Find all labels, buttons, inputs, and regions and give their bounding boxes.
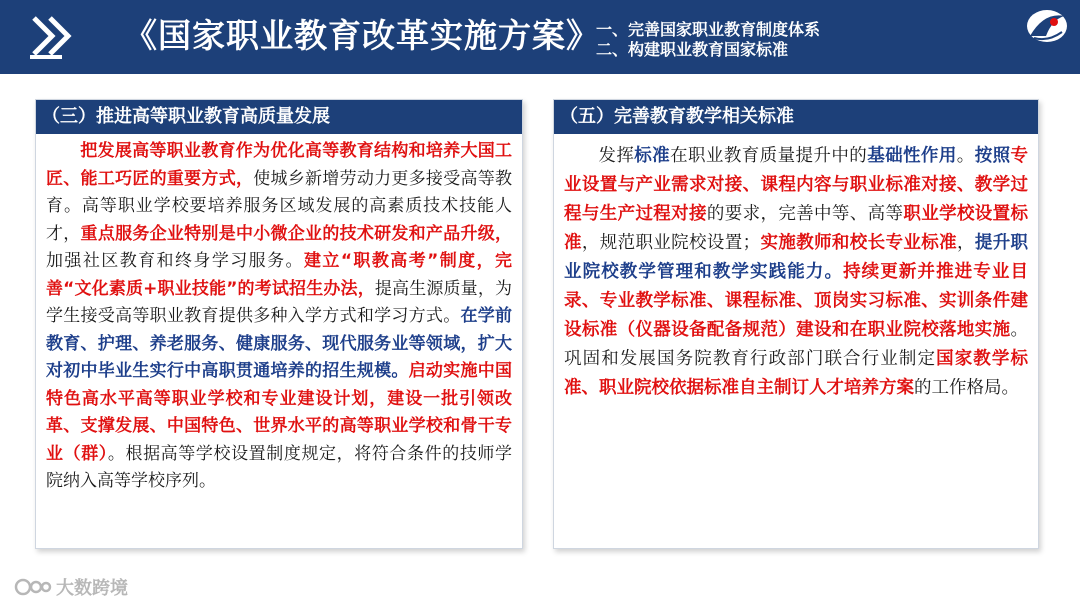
text-run: 实施教师和校长专业标准 xyxy=(760,233,957,253)
subtitle-list xyxy=(596,20,820,60)
text-run: 重点服务企业特别是中小微企业的技术研发和产品升级， xyxy=(80,223,513,244)
right-panel xyxy=(553,99,1039,549)
text-run: ，规范职业院校设置； xyxy=(581,233,761,253)
left-panel xyxy=(35,99,523,549)
text-run: 。根据高等学校设置制度规定，将符合条件的技师学院纳入高等学校序列。 xyxy=(46,443,513,491)
text-run: 加强社区教育和终身学习服务。 xyxy=(46,251,304,271)
text-run: 持续更新并推进专业目录、专业教学标准、课程标准、顶岗实习标准、实训条件建设标准（仪器设备配备规范）建设和在职业院校落地实施 xyxy=(564,262,1028,340)
text-run: 在职业教育质量提升中的 xyxy=(670,146,868,166)
text-run: 提升职业院校教学管理和教学实践能力。 xyxy=(564,233,1029,282)
text-run: 基础性作用 xyxy=(867,146,957,166)
watermark xyxy=(14,574,128,600)
watermark-text: 大数跨境 xyxy=(56,578,128,599)
text-run: 启动实施中国特色高水平高等职业学校和专业建设计划，建设一批引领改革、支撑发展、中国特色、世界水平的高等职业学校和骨干专业（群） xyxy=(46,361,513,464)
text-run: 。巩固和发展国务院教育行政部门联合行业制定 xyxy=(564,320,1028,369)
text-run: 。 xyxy=(956,146,975,166)
text-run: 把发展高等职业教育作为优化高等教育结构和培养大国工匠、能工巧匠的重要方式， xyxy=(46,141,512,189)
text-run: 在学前教育、护理、养老服务、健康服务、现代服务业等领域，扩大对初中毕业生实行中高职贯通培养的招生规模。 xyxy=(46,306,513,381)
header-bar xyxy=(0,0,1080,74)
text-run: 使城乡新增劳动力更多接受高等教育。高等职业学校要培养服务区域发展的高素质技术技能人才， xyxy=(46,168,513,244)
watermark-logo-icon xyxy=(14,575,52,599)
text-run: 按照 xyxy=(974,146,1011,166)
right-panel-body xyxy=(554,134,1038,403)
text-run: 国家教学标准、职业院校依据标准自主制订人才培养方案 xyxy=(564,349,1029,398)
logo-icon xyxy=(1024,6,1070,46)
text-run: 标准 xyxy=(634,146,671,166)
text-run: 职业学校设置标准 xyxy=(564,204,1029,253)
chevron-right-icon xyxy=(24,10,84,60)
text-run: 提高生源质量，为学生接受高等职业教育提供多种入学方式和学习方式。 xyxy=(46,278,513,326)
right-panel-heading: （五）完善教育教学相关标准 xyxy=(554,100,1038,134)
text-run: 建立“职教高考”制度，完善“文化素质+职业技能”的考试招生办法， xyxy=(46,251,512,299)
text-run: 的要求，完善中等、高等 xyxy=(706,204,904,224)
subtitle-item: 二、构建职业教育国家标准 xyxy=(596,40,789,59)
subtitle-item: 一、完善国家职业教育制度体系 xyxy=(596,20,821,39)
left-panel-body xyxy=(36,134,522,496)
text-run: 的工作格局。 xyxy=(914,378,1019,398)
text-run: 专业设置与产业需求对接、课程内容与职业标准对接、教学过程与生产过程对接 xyxy=(564,146,1029,224)
text-run: 发挥 xyxy=(598,146,635,166)
left-panel-heading: （三）推进高等职业教育高质量发展 xyxy=(36,100,522,134)
page-title: 《国家职业教育改革实施方案》 xyxy=(124,16,600,55)
text-run: ， xyxy=(956,233,975,253)
